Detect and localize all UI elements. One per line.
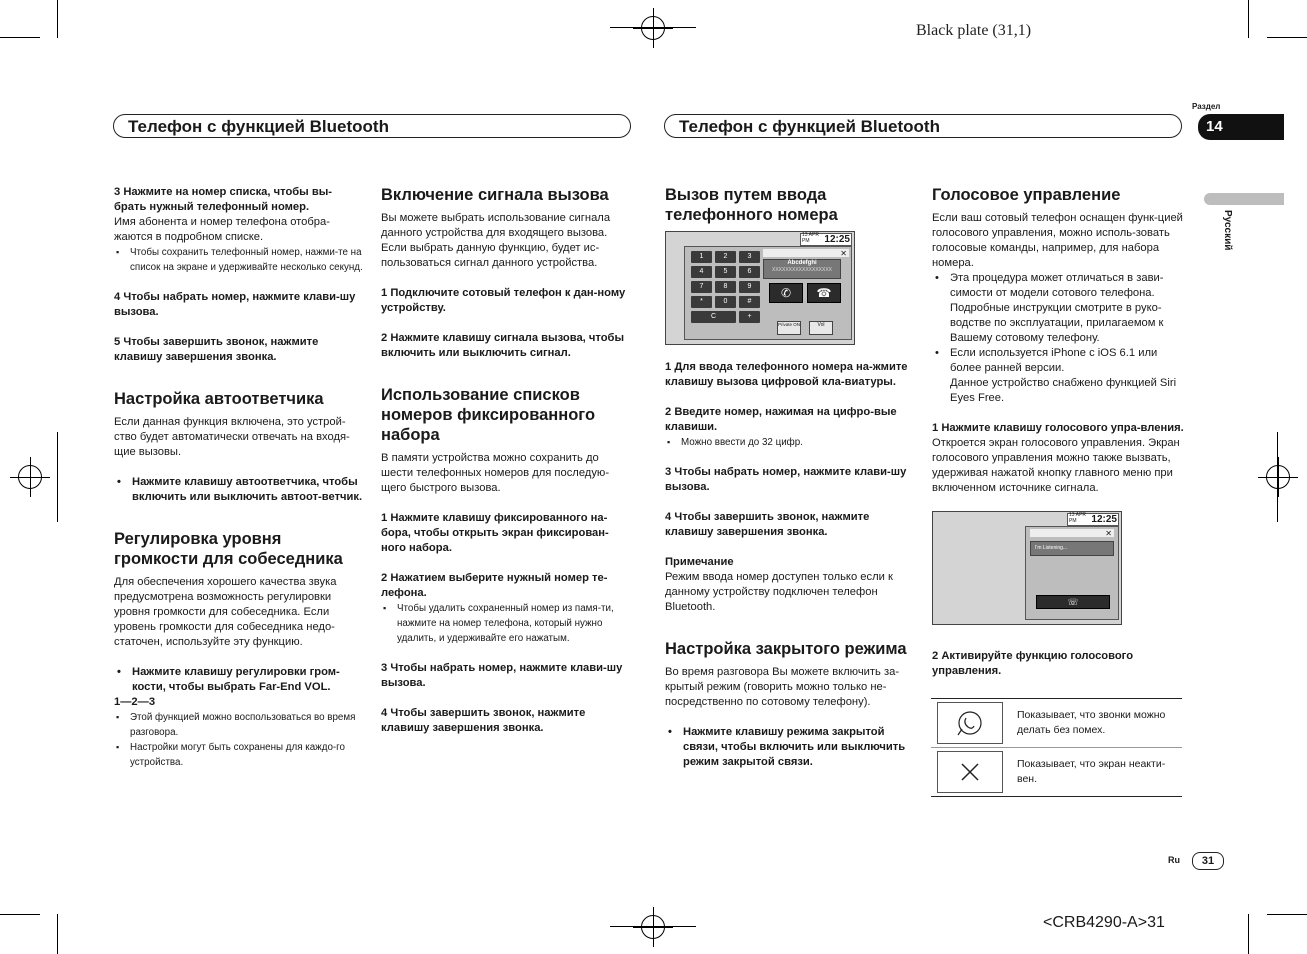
clock-box — [800, 233, 852, 246]
body-text: Во время разговора Вы можете включить за-крытый режим (говорить можно только не-посредственно по сотовому телефону). — [665, 666, 900, 708]
note-text: ▪ Можно ввести до 32 цифр. — [665, 435, 915, 450]
keypad-key[interactable]: 0 — [715, 296, 736, 308]
section-heading: Голосовое управление — [932, 186, 1121, 204]
keypad-key[interactable]: # — [739, 296, 760, 308]
language-label: Русский — [1222, 210, 1233, 251]
crop-mark — [57, 432, 58, 522]
sequence-text: 1—2—3 — [114, 696, 156, 708]
bullet-text: • Если используется iPhone с iOS 6.1 или более ранней версии. — [932, 346, 1184, 376]
page-header-right: Телефон с функцией Bluetooth — [664, 114, 1182, 138]
column-2 — [381, 185, 631, 736]
voice-screen-illustration — [932, 511, 1122, 625]
step-text: 3 Нажмите на номер списка, чтобы вы-брать нужный телефонный номер. — [114, 186, 333, 213]
bullet-continuation: Данное устройство снабжено функцией Siri Eyes Free. — [950, 377, 1177, 404]
step-text: 2 Введите номер, нажимая на цифро-вые клавиши. — [665, 406, 897, 433]
keypad-key[interactable]: * — [691, 296, 712, 308]
section-heading: Настройка закрытого режима — [665, 640, 907, 658]
crop-mark — [57, 914, 58, 954]
section-heading: Включение сигнала вызова — [381, 186, 609, 204]
language-tab — [1204, 193, 1284, 205]
step-text: 2 Нажатием выберите нужный номер те-лефона. — [381, 572, 608, 599]
page-header-left: Телефон с функцией Bluetooth — [113, 114, 631, 138]
crop-mark — [1267, 914, 1307, 915]
table-cell: Показывает, что экран неакти-вен. — [1013, 748, 1182, 797]
body-text: Режим ввода номер доступен только если к данному устройству подключен телефон Bluetooth. — [665, 571, 893, 613]
step-text: 1 Нажмите клавишу голосового упра-вления. — [932, 422, 1184, 434]
page-number: 31 — [1192, 852, 1224, 870]
keypad-key[interactable]: + — [739, 311, 760, 323]
plate-label: Black plate (31,1) — [916, 22, 1032, 39]
keypad-key[interactable]: 7 — [691, 281, 712, 293]
body-text: Откроется экран голосового управления. Экран голосового управления можно также вызвать, удерживая нажатой кнопку главного меню при включенном источнике сигнала. — [932, 437, 1180, 494]
status-bar — [763, 249, 849, 257]
step-text: • Нажмите клавишу автоответчика, чтобы включить или выключить автоот-ветчик. — [114, 475, 364, 505]
voice-button[interactable]: ☏ — [1036, 595, 1110, 609]
status-bar — [1030, 529, 1114, 537]
step-text: 4 Чтобы завершить звонок, нажмите клавишу завершения звонка. — [381, 707, 586, 734]
keypad-key[interactable]: 8 — [715, 281, 736, 293]
step-text: 1 Для ввода телефонного номера на-жмите клавишу вызова цифровой кла-виатуры. — [665, 361, 908, 388]
keypad-key[interactable]: 2 — [715, 251, 736, 263]
table-cell — [931, 699, 1013, 748]
registration-mark-icon — [18, 465, 42, 489]
note-text: ▪ Этой функцией можно воспользоваться во время разговора. — [114, 710, 364, 740]
note-title: Примечание — [665, 556, 734, 568]
step-text: 2 Активируйте функцию голосового управления. — [932, 650, 1134, 677]
body-text: Вы можете выбрать использование сигнала данного устройства для входящего вызова. Если выбрать данную функцию, будет ис-пользоваться сигнал данного устройства. — [381, 212, 611, 269]
step-text: • Нажмите клавишу режима закрытой связи, чтобы включить или выключить режим закрытой связи. — [665, 725, 915, 770]
crop-mark — [0, 37, 40, 38]
keypad-key[interactable]: 4 — [691, 266, 712, 278]
body-text: Для обеспечения хорошего качества звука предусмотрена возможность регулировки уровня громкости для собеседника. Если уровень громкости для собеседника недо-статочен, используйте эту функцию. — [114, 576, 337, 648]
body-text: Если ваш сотовый телефон оснащен функ-цией голосового управления, можно исполь-зовать голосовые команды, например, для набора номера. — [932, 212, 1183, 269]
note-text: ▪ Чтобы сохранить телефонный номер, нажми-те на список на экране и удерживайте несколько секунд. — [114, 245, 364, 275]
step-text: 1 Подключите сотовый телефон к дан-ному устройству. — [381, 287, 626, 314]
crop-mark — [0, 914, 40, 915]
note-text: ▪ Настройки могут быть сохранены для каждо-го устройства. — [114, 740, 364, 770]
registration-mark-icon — [1266, 465, 1290, 489]
dial-panel — [684, 246, 852, 340]
registration-mark-icon — [641, 915, 665, 939]
volume-button[interactable]: Vol — [809, 321, 833, 335]
voice-icon — [937, 702, 1003, 744]
close-icon — [937, 751, 1003, 793]
column-1 — [114, 185, 364, 770]
keypad-key[interactable]: 5 — [715, 266, 736, 278]
table-row — [931, 748, 1182, 797]
bullet-text: • Эта процедура может отличаться в зави-симости от модели сотового телефона. Подробные инструкции смотрите в руко-водстве по эксплуатации, прилагаемом к Вашему сотовому телефону. — [932, 271, 1184, 346]
page-lang: Ru — [1168, 855, 1180, 865]
body-text: Имя абонента и номер телефона отобра-жаются в подробном списке. — [114, 216, 330, 243]
section-heading: Вызов путем ввода телефонного номера — [665, 186, 838, 224]
step-text: 3 Чтобы набрать номер, нажмите клави-шу вызова. — [665, 466, 907, 493]
keypad-key[interactable]: 9 — [739, 281, 760, 293]
step-text: 1 Нажмите клавишу фиксированного на-бора, чтобы открыть экран фиксирован-ного набора. — [381, 512, 609, 554]
close-icon[interactable]: ✕ — [1105, 529, 1112, 538]
table-cell: Показывает, что звонки можно делать без помех. — [1013, 699, 1182, 748]
contact-name: Abcdefghi — [787, 260, 817, 266]
section-tab — [1198, 114, 1284, 140]
call-button[interactable]: ✆ — [769, 283, 803, 303]
step-text: 3 Чтобы набрать номер, нажмите клави-шу вызова. — [381, 662, 623, 689]
step-text: 4 Чтобы набрать номер, нажмите клави-шу вызова. — [114, 291, 356, 318]
contact-number: XXXXXXXXXXXXXXXXXX — [771, 267, 833, 273]
crop-mark — [57, 0, 58, 38]
section-number: 14 — [1206, 118, 1223, 135]
icon-table — [931, 698, 1182, 797]
section-heading: Настройка автоответчика — [114, 390, 324, 408]
clock-date: 13 APR PM — [802, 232, 819, 244]
close-icon: ✕ — [840, 249, 847, 258]
keypad-key[interactable]: 3 — [739, 251, 760, 263]
keypad-key[interactable]: 6 — [739, 266, 760, 278]
document-code: <CRB4290-A>31 — [1043, 914, 1165, 931]
voice-panel — [1025, 526, 1119, 620]
registration-mark-icon — [641, 16, 665, 40]
listening-status: I'm Listening... — [1030, 541, 1114, 556]
section-heading: Использование списков номеров фиксированного набора — [381, 386, 596, 444]
note-text: ▪ Чтобы удалить сохраненный номер из памя-ти, нажмите на номер телефона, который нужно удалить, и удерживайте его нажатым. — [381, 601, 631, 646]
section-label: Раздел — [1192, 102, 1221, 111]
private-button[interactable]: Private ON — [777, 321, 801, 335]
crop-mark — [1248, 914, 1249, 954]
clock-time: 12:25 — [824, 234, 850, 245]
dial-screen-illustration — [665, 231, 855, 345]
clock-date: 13 APR PM — [1069, 512, 1086, 524]
step-text: • Нажмите клавишу регулировки гром-кости, чтобы выбрать Far-End VOL. — [114, 665, 364, 695]
column-4 — [932, 185, 1184, 679]
table-cell — [931, 748, 1013, 797]
step-text: 4 Чтобы завершить звонок, нажмите клавишу завершения звонка. — [665, 511, 870, 538]
crop-mark — [1267, 37, 1307, 38]
keypad-key[interactable]: C — [691, 311, 736, 323]
step-text: 5 Чтобы завершить звонок, нажмите клавишу завершения звонка. — [114, 336, 319, 363]
body-text: Если данная функция включена, это устрой-ство будет автоматически отвечать на входя-щие вызовы. — [114, 416, 350, 458]
crop-mark — [1248, 0, 1249, 38]
hang-up-button[interactable]: ☎ — [807, 283, 841, 303]
clock-time: 12:25 — [1091, 514, 1117, 525]
number-display — [763, 259, 841, 279]
clock-box — [1067, 513, 1119, 526]
column-3 — [665, 185, 915, 770]
keypad-key[interactable]: 1 — [691, 251, 712, 263]
body-text: В памяти устройства можно сохранить до шести телефонных номеров для последую-щего быстрого вызова. — [381, 452, 610, 494]
section-heading: Регулировка уровня громкости для собеседника — [114, 530, 343, 568]
table-row — [931, 699, 1182, 748]
step-text: 2 Нажмите клавишу сигнала вызова, чтобы включить или выключить сигнал. — [381, 332, 625, 359]
